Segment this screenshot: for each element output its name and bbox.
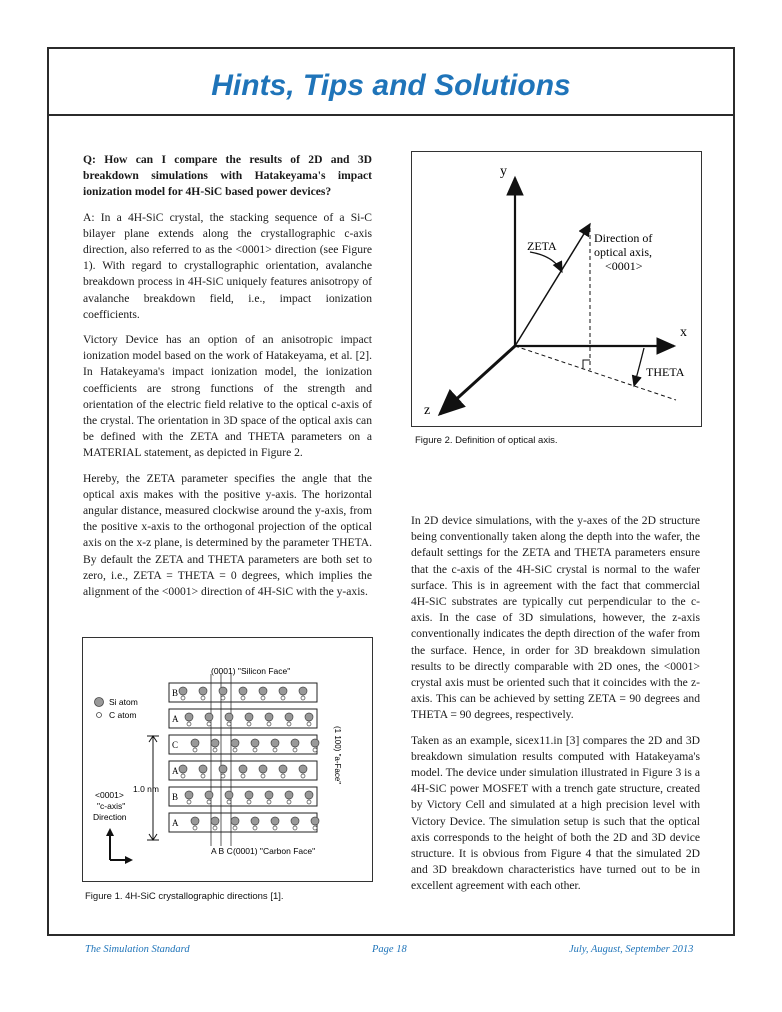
si-atom: [279, 687, 287, 695]
si-atom: [211, 817, 219, 825]
c-atom: [207, 722, 211, 726]
optical-axis-label-3: <0001>: [605, 259, 643, 273]
figure-2-caption: Figure 2. Definition of optical axis.: [415, 435, 558, 446]
c-atom: [213, 748, 217, 752]
si-atom: [305, 713, 313, 721]
layer-label: C: [172, 740, 179, 750]
c-atom: [293, 826, 297, 830]
abc-label: A B C: [211, 846, 233, 856]
theta-label: THETA: [646, 365, 685, 379]
right-angle-mark: [583, 360, 590, 368]
layer-label: B: [172, 792, 179, 802]
si-atom: [291, 817, 299, 825]
si-atom-legend: Si atom: [109, 697, 138, 707]
c-atom: [267, 800, 271, 804]
si-atom: [305, 791, 313, 799]
c-atom: [273, 748, 277, 752]
c-atom: [201, 696, 205, 700]
x-axis-label: x: [680, 325, 687, 340]
layer-label: B: [172, 688, 179, 698]
si-atom: [245, 713, 253, 721]
z-axis-line: [440, 346, 515, 414]
crystal-structure-diagram: [83, 638, 372, 881]
c-atom: [301, 696, 305, 700]
layer-label: A: [172, 714, 179, 724]
answer-paragraph-2: Victory Device has an option of an anisotropic impact ionization model based on the work of Hatakeyama, et al. [2]. In Hatakeyama's impact ionization model, the ionization coefficients are strong functions of the strength and orientation of the electric field relative to the optical c-axis of the crystal. The orientation in 3D space of the optical axis can be defined with the ZETA and THETA parameters on a MATERIAL statement, as depicted in Figure 2.: [83, 333, 372, 460]
c-atom: [313, 826, 317, 830]
figure-2-optical-axis: [411, 151, 702, 427]
si-atom: [271, 817, 279, 825]
si-atom: [185, 791, 193, 799]
si-atom: [311, 739, 319, 747]
si-atom: [271, 739, 279, 747]
c-atom: [301, 774, 305, 778]
c-atom: [307, 722, 311, 726]
figure-1-caption: Figure 1. 4H-SiC crystallographic directions [1].: [85, 891, 284, 902]
c-atom: [261, 774, 265, 778]
si-atom: [265, 791, 273, 799]
page-title: Hints, Tips and Solutions: [211, 69, 571, 102]
c-atom: [247, 800, 251, 804]
si-atom: [179, 687, 187, 695]
si-atom: [251, 739, 259, 747]
c-atom: [181, 774, 185, 778]
c-atom: [273, 826, 277, 830]
crystal-layers: [169, 674, 319, 846]
si-atom: [219, 765, 227, 773]
si-atom: [285, 713, 293, 721]
si-atom: [199, 765, 207, 773]
c-atom: [241, 774, 245, 778]
answer-paragraph-3: Hereby, the ZETA parameter specifies the angle that the optical axis makes with the positive y-axis. The horizontal angular distance, measured clockwise around the y-axis, from the positive x-axis to the orthogonal projection of the optical axis on the x-z plane, is determined by the parameter THETA. By default the ZETA and THETA parameters are both set to zero, i.e., ZETA = THETA = 0 degrees, which implies the alignment of the <0001> direction of 4H-SiC with the y-axis.: [83, 471, 372, 599]
c-atom: [241, 696, 245, 700]
si-atom: [299, 765, 307, 773]
c-atom: [201, 774, 205, 778]
c-atom: [253, 748, 257, 752]
c-atom: [193, 826, 197, 830]
si-atom: [225, 713, 233, 721]
c-atom: [313, 748, 317, 752]
z-axis-label: z: [424, 403, 431, 418]
body-paragraph-4: In 2D device simulations, with the y-axes of the 2D structure being conventionally taken along the depth into the wafer, the default settings for the ZETA and THETA parameters ensure that the c-axis of the 4H-SiC crystal is normal to the wafer surface. This is in agreement with the fact that commercial 4H-SiC substrates are typically cut perpendicular to the c-axis. In the case of 3D simulations, however, the z-axis conventionally indicates the depth direction of the wafer from the surface. Hence, in order for 3D breakdown simulation results to be directly comparable with 2D ones, the <0001> crystal axis must be oriented such that it coincides with the z-axis. This can be achieved by setting ZETA = 90 degrees and THETA = 90 degrees, respectively.: [411, 514, 700, 722]
si-atom: [279, 765, 287, 773]
c-atom-legend-symbol: [97, 713, 102, 718]
si-atom: [245, 791, 253, 799]
theta-arc: [634, 348, 644, 386]
footer-date: July, August, September 2013: [569, 944, 694, 955]
si-atom: [225, 791, 233, 799]
si-atom: [299, 687, 307, 695]
c-atom: [307, 800, 311, 804]
c-atom: [207, 800, 211, 804]
c-atom: [227, 800, 231, 804]
direction-label-1: <0001>: [95, 790, 124, 800]
direction-label-3: Direction: [93, 812, 127, 822]
answer-paragraph-1: A: In a 4H-SiC crystal, the stacking sequence of a Si-C bilayer plane extends along the crystallographic c-axis direction, also referred to as the <0001> direction (see Figure 1). With regard to crystallographic orientation, avalanche breakdown process in 4H-SiC uniquely features anisotropy of avalanche breakdown field, i.e., impact ionization coefficients.: [83, 210, 372, 321]
c-atom: [281, 696, 285, 700]
si-atom: [285, 791, 293, 799]
si-atom-legend-symbol: [95, 698, 104, 707]
c-atom: [181, 696, 185, 700]
footer-publication: The Simulation Standard: [85, 944, 190, 955]
si-atom: [191, 817, 199, 825]
si-atom: [251, 817, 259, 825]
c-atom: [193, 748, 197, 752]
c-atom: [293, 748, 297, 752]
si-atom: [231, 739, 239, 747]
left-column: [83, 152, 372, 609]
y-axis-label: y: [500, 164, 507, 179]
si-atom: [191, 739, 199, 747]
si-atom: [259, 687, 267, 695]
si-atom: [219, 687, 227, 695]
c-atom: [281, 774, 285, 778]
c-atom: [187, 800, 191, 804]
footer-page-number: Page 18: [372, 944, 407, 955]
c-atom: [221, 774, 225, 778]
si-atom: [205, 713, 213, 721]
si-atom: [239, 687, 247, 695]
c-atom: [253, 826, 257, 830]
c-atom: [233, 826, 237, 830]
carbon-face-label: (0001) "Carbon Face": [233, 846, 316, 856]
figure-1-crystal-directions: [82, 637, 373, 882]
si-atom: [231, 817, 239, 825]
layer-label: A: [172, 766, 179, 776]
si-atom: [179, 765, 187, 773]
title-bar: [49, 49, 733, 116]
c-atom: [287, 722, 291, 726]
c-atom: [261, 696, 265, 700]
si-atom: [259, 765, 267, 773]
optical-axis-label-1: Direction of: [594, 231, 653, 245]
si-atom: [211, 739, 219, 747]
c-atom-legend: C atom: [109, 710, 137, 720]
zeta-label: ZETA: [527, 239, 557, 253]
c-atom: [227, 722, 231, 726]
si-atom: [199, 687, 207, 695]
silicon-face-label: (0001) "Silicon Face": [211, 666, 291, 676]
dimension-label: 1.0 nm: [133, 784, 159, 794]
optical-axis-label-2: optical axis,: [594, 245, 652, 259]
si-atom: [205, 791, 213, 799]
optical-axis-diagram: [412, 152, 701, 426]
c-atom: [187, 722, 191, 726]
c-axis-arrow-icon: [106, 828, 133, 864]
si-atom: [291, 739, 299, 747]
c-atom: [247, 722, 251, 726]
body-paragraph-5: Taken as an example, sicex11.in [3] compares the 2D and 3D breakdown simulation results computed with Hatakeyama's model. The device under simulation illustrated in Figure 3 is a 4H-SiC power MOSFET with a trench gate structure, created by Victory Cell and simulated at a high precision level with Victory Device. The simulation setup is such that the optical axis corresponds to the height of both the 2D and 3D device structure. It is obvious from Figure 4 that the simulated 2D and 3D breakdown characteristics have turned out to be in excellent agreement with each other.: [411, 733, 700, 893]
question-paragraph: Q: How can I compare the results of 2D and 3D breakdown simulations with Hatakeyama's impact ionization model for 4H-SiC based power devices?: [83, 153, 372, 199]
a-face-label: (1 100) "a-Face": [333, 726, 342, 785]
c-atom: [213, 826, 217, 830]
si-atom: [311, 817, 319, 825]
right-column: [411, 513, 700, 904]
zeta-arc: [530, 252, 562, 272]
c-atom: [287, 800, 291, 804]
si-atom: [185, 713, 193, 721]
direction-label-2: "c-axis": [97, 801, 126, 811]
c-atom: [267, 722, 271, 726]
si-atom: [265, 713, 273, 721]
layer-label: A: [172, 818, 179, 828]
c-atom: [233, 748, 237, 752]
c-atom: [221, 696, 225, 700]
si-atom: [239, 765, 247, 773]
